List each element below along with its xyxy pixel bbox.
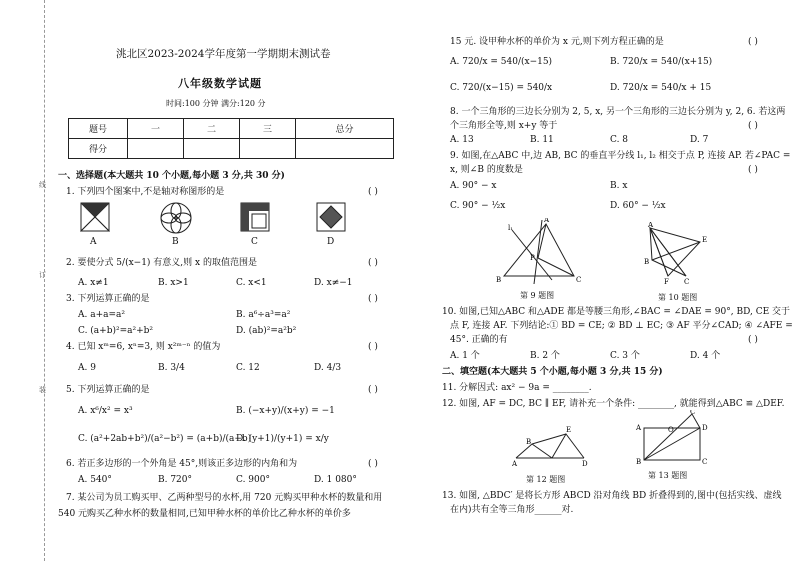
q7-cont-text: 15 元. 设甲种水杯的单价为 x 元,则下列方程正确的是	[450, 37, 664, 47]
q3-option: C. (a+b)²=a²+b²	[78, 326, 154, 336]
q2-option: A. x≠1	[78, 278, 109, 288]
svg-text:C: C	[684, 278, 690, 284]
fig10-caption: 第 10 题图	[658, 293, 698, 302]
q5-option: C. (a²+2ab+b²)/(a²−b²) = (a+b)/(a−b)	[78, 434, 252, 444]
svg-text:l₁: l₁	[508, 224, 514, 232]
q10-option: C. 3 个	[610, 351, 640, 361]
score-cell: 二	[184, 119, 240, 139]
svg-text:A: A	[544, 218, 550, 224]
q9-line1: 9. 如图,在△ABC 中,边 AB, BC 的垂直平分线 l₁, l₂ 相交于点 P, 连接 AP. 若∠PAC =	[450, 151, 791, 161]
margin-mark: 线	[39, 181, 46, 189]
q9-option: D. 60° − ½x	[610, 201, 666, 211]
q3-option: A. a+a=a²	[78, 310, 126, 320]
q3-option: B. a⁶÷a³=a²	[236, 310, 291, 320]
fig12-caption: 第 12 题图	[526, 475, 566, 484]
q8-line2: 个三角形全等,则 x+y 等于	[450, 121, 558, 131]
q4-option: A. 9	[78, 363, 96, 373]
q1-figure-a	[80, 202, 110, 232]
svg-text:C′: C′	[690, 410, 697, 416]
svg-text:F: F	[664, 278, 669, 284]
exam-subtitle: 八年级数学试题	[178, 77, 262, 90]
q10-option: B. 2 个	[530, 351, 560, 361]
right-column	[420, 0, 793, 561]
q1-paren: ( )	[368, 187, 378, 197]
svg-text:A: A	[648, 222, 654, 229]
svg-text:C: C	[702, 458, 708, 466]
q7-line1: 7. 某公司为员工购买甲、乙两种型号的水杯,用 720 元购买甲种水杯的数量和用	[66, 493, 383, 503]
margin-mark: 订	[39, 271, 46, 279]
q4-text: 4. 已知 xᵐ=6, xⁿ=3, 则 x²ᵐ⁻ⁿ 的值为	[66, 342, 221, 352]
score-table	[68, 118, 394, 159]
q10-line3: 45°. 正确的有	[450, 335, 508, 345]
q3-text: 3. 下列运算正确的是	[66, 294, 150, 304]
q7-paren: ( )	[748, 37, 758, 47]
time-info: 时间:100 分钟 满分:120 分	[166, 99, 266, 108]
q8-paren: ( )	[748, 121, 758, 131]
figure-q10	[638, 222, 718, 284]
q13-line2: 在内)共有全等三角形______对.	[450, 505, 574, 515]
q10-line1: 10. 如图,已知△ABC 和△ADE 都是等腰三角形,∠BAC = ∠DAE = 90°, BD, CE 交于	[442, 307, 791, 317]
q10-option: D. 4 个	[690, 351, 721, 361]
score-input[interactable]	[184, 139, 240, 159]
q1-label: D	[327, 237, 335, 247]
svg-text:D: D	[582, 460, 588, 468]
fig13-caption: 第 13 题图	[648, 471, 688, 480]
svg-text:B: B	[496, 276, 502, 284]
svg-text:D: D	[702, 424, 708, 432]
q2-option: D. x≠−1	[314, 278, 353, 288]
score-cell: 一	[128, 119, 184, 139]
q5-option: A. x⁶/x² = x³	[78, 406, 133, 416]
score-cell: 得分	[69, 139, 128, 159]
figure-q13	[634, 410, 714, 466]
q5-text: 5. 下列运算正确的是	[66, 385, 150, 395]
q7-line2: 540 元购买乙种水杯的数量相同,已知甲种水杯的单价比乙种水杯的单价多	[58, 509, 351, 519]
q5-option: D. (y+1)/(y+1) = x/y	[236, 434, 329, 444]
margin-mark: 装	[39, 386, 46, 394]
q10-paren: ( )	[748, 335, 758, 345]
q6-option: C. 900°	[236, 475, 270, 485]
q9-line2: x, 则∠B 的度数是	[450, 165, 523, 175]
q9-option: A. 90° − x	[450, 181, 497, 191]
q8-option: B. 11	[530, 135, 554, 145]
q6-option: A. 540°	[78, 475, 112, 485]
binding-line	[44, 0, 45, 561]
q5-paren: ( )	[368, 385, 378, 395]
q2-option: B. x>1	[158, 278, 189, 288]
fig9-caption: 第 9 题图	[520, 291, 555, 300]
svg-text:B: B	[636, 458, 642, 466]
q6-option: B. 720°	[158, 475, 193, 485]
q10-line2: 点 F, 连接 AF. 下列结论:① BD = CE; ② BD ⊥ EC; ③ AF 平分∠CAD; ④ ∠AFE =	[450, 321, 793, 331]
q1-label: B	[172, 237, 179, 247]
q4-option: C. 12	[236, 363, 260, 373]
q1-label: A	[90, 237, 97, 247]
svg-text:E: E	[566, 426, 572, 434]
section2-heading: 二、填空题(本大题共 5 个小题,每小题 3 分,共 15 分)	[442, 367, 663, 377]
score-cell: 三	[240, 119, 296, 139]
q2-text: 2. 要使分式 5/(x−1) 有意义,则 x 的取值范围是	[66, 258, 257, 268]
q1-label: C	[251, 237, 258, 247]
q9-option: C. 90° − ½x	[450, 201, 506, 211]
q2-option: C. x<1	[236, 278, 267, 288]
left-column	[58, 0, 398, 561]
q4-paren: ( )	[368, 342, 378, 352]
score-input[interactable]	[296, 139, 394, 159]
svg-text:B: B	[644, 258, 650, 266]
q7-option: A. 720/x = 540/(x−15)	[450, 57, 553, 67]
q6-text: 6. 若正多边形的一个外角是 45°,则该正多边形的内角和为	[66, 459, 298, 469]
q4-option: D. 4/3	[314, 363, 342, 373]
score-cell: 总分	[296, 119, 394, 139]
q6-option: D. 1 080°	[314, 475, 357, 485]
q7-option: B. 720/x = 540/(x+15)	[610, 57, 713, 67]
q7-option: D. 720/x = 540/x + 15	[610, 83, 712, 93]
svg-text:A: A	[636, 424, 642, 432]
svg-text:A: A	[512, 460, 518, 468]
q5-option: B. (−x+y)/(x+y) = −1	[236, 406, 335, 416]
q8-line1: 8. 一个三角形的三边长分别为 2, 5, x, 另一个三角形的三边长分别为 y, 2, 6. 若这两	[450, 107, 786, 117]
q10-option: A. 1 个	[450, 351, 480, 361]
svg-text:C: C	[576, 276, 582, 284]
score-input[interactable]	[240, 139, 296, 159]
svg-text:P: P	[530, 254, 535, 262]
exam-title: 洮北区2023-2024学年度第一学期期末测试卷	[116, 48, 331, 60]
q1-text: 1. 下列四个图案中,不是轴对称图形的是	[66, 187, 225, 197]
svg-text:E: E	[702, 236, 708, 244]
q4-option: B. 3/4	[158, 363, 185, 373]
q8-option: C. 8	[610, 135, 629, 145]
q1-figure-b	[160, 202, 192, 234]
figure-q12	[512, 424, 592, 468]
q9-paren: ( )	[748, 165, 758, 175]
q6-paren: ( )	[368, 459, 378, 469]
section1-heading: 一、选择题(本大题共 10 个小题,每小题 3 分,共 30 分)	[58, 171, 285, 181]
q8-option: D. 7	[690, 135, 709, 145]
q9-option: B. x	[610, 181, 628, 191]
q3-paren: ( )	[368, 294, 378, 304]
q8-option: A. 13	[450, 135, 474, 145]
q11-text: 11. 分解因式: ax² − 9a = ________.	[442, 383, 592, 393]
q3-option: D. (ab)²=a²b²	[236, 326, 297, 336]
q7-option: C. 720/(x−15) = 540/x	[450, 83, 553, 93]
score-input[interactable]	[128, 139, 184, 159]
q1-figure-d	[316, 202, 346, 232]
figure-q9	[494, 218, 594, 286]
q2-paren: ( )	[368, 258, 378, 268]
q1-figure-c	[240, 202, 270, 232]
svg-text:B: B	[526, 438, 532, 446]
q12-text: 12. 如图, AF = DC, BC ∥ EF, 请补充一个条件: ________, 就能得到△ABC ≌ △DEF.	[442, 399, 785, 409]
q13-line1: 13. 如图, △BDC′ 是将长方形 ABCD 沿对角线 BD 折叠得到的,图中(包括实线、虚线	[442, 491, 782, 501]
score-cell: 题号	[69, 119, 128, 139]
svg-text:O: O	[668, 426, 674, 434]
